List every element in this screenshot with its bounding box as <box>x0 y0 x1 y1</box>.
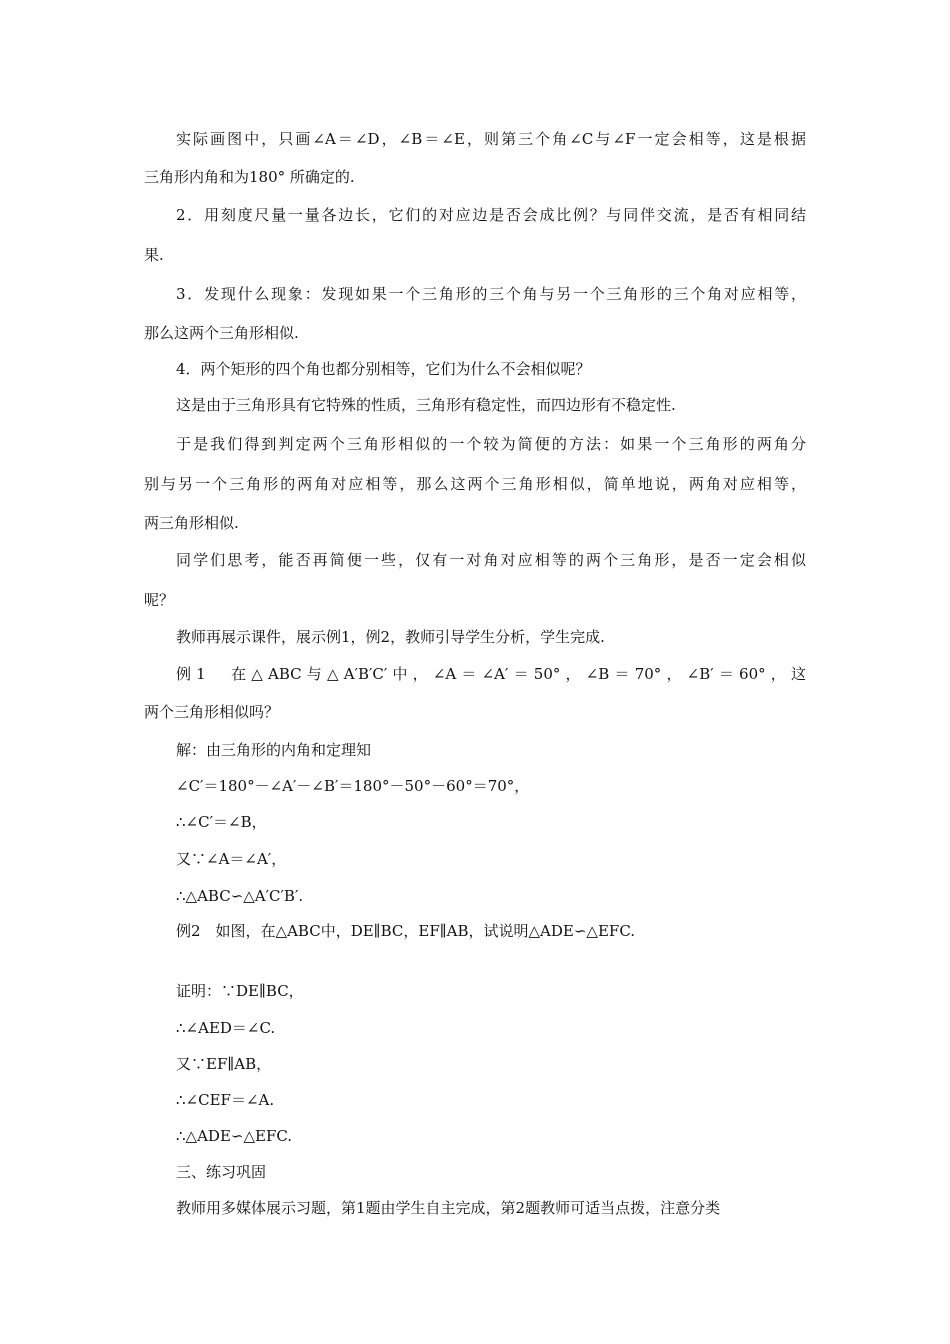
paragraph-line: 这是由于三角形具有它特殊的性质，三角形有稳定性，而四边形有不稳定性. <box>176 396 676 414</box>
proof-line: ∴∠AED＝∠C. <box>176 1019 276 1037</box>
paragraph-line: 4．两个矩形的四个角也都分别相等，它们为什么不会相似呢？ <box>176 360 591 378</box>
proof-line: ∴△ADE∽△EFC. <box>176 1127 293 1145</box>
paragraph-line: 两个三角形相似吗？ <box>144 703 280 721</box>
paragraph-line: 果. <box>144 246 164 264</box>
paragraph-line: 2．用刻度尺量一量各边长，它们的对应边是否会成比例？与同伴交流，是否有相同结 <box>176 206 806 224</box>
section-heading: 三、练习巩固 <box>176 1163 267 1181</box>
paragraph-line: 三角形内角和为180° 所确定的. <box>144 168 355 186</box>
solution-line: ∴△ABC∽△A′C′B′. <box>176 887 304 905</box>
example-1-line: 例1 在△ABC与△A′B′C′中，∠A＝∠A′＝50°，∠B＝70°，∠B′＝60°，这 <box>176 665 806 683</box>
proof-line: 又∵EF∥AB， <box>176 1055 272 1073</box>
paragraph-line: 那么这两个三角形相似. <box>144 324 299 342</box>
paragraph-line: 教师再展示课件，展示例1，例2，教师引导学生分析，学生完成. <box>176 628 605 646</box>
solution-line: ∴∠C′＝∠B， <box>176 813 267 831</box>
solution-line: ∠C′＝180°－∠A′－∠B′＝180°－50°－60°＝70°， <box>176 777 530 795</box>
paragraph-line: 别与另一个三角形的两角对应相等，那么这两个三角形相似，简单地说，两角对应相等， <box>144 475 806 493</box>
paragraph-line: 两三角形相似. <box>144 514 239 532</box>
solution-line: 解：由三角形的内角和定理知 <box>176 741 372 759</box>
example-2-line: 例2 如图，在△ABC中，DE∥BC，EF∥AB，试说明△ADE∽△EFC. <box>176 922 636 940</box>
paragraph-line: 3．发现什么现象：发现如果一个三角形的三个角与另一个三角形的三个角对应相等， <box>176 285 806 303</box>
proof-line: ∴∠CEF＝∠A. <box>176 1091 275 1109</box>
paragraph-line: 呢？ <box>144 591 175 609</box>
solution-line: 又∵∠A＝∠A′， <box>176 850 287 868</box>
paragraph-line: 实际画图中，只画∠A＝∠D，∠B＝∠E，则第三个角∠C与∠F一定会相等，这是根据 <box>176 130 806 148</box>
proof-line: 证明：∵DE∥BC， <box>176 982 304 1000</box>
paragraph-line: 于是我们得到判定两个三角形相似的一个较为简便的方法：如果一个三角形的两角分 <box>176 435 806 453</box>
paragraph-line: 同学们思考，能否再简便一些，仅有一对角对应相等的两个三角形，是否一定会相似 <box>176 551 806 569</box>
paragraph-line: 教师用多媒体展示习题，第1题由学生自主完成，第2题教师可适当点拨，注意分类 <box>176 1199 721 1217</box>
